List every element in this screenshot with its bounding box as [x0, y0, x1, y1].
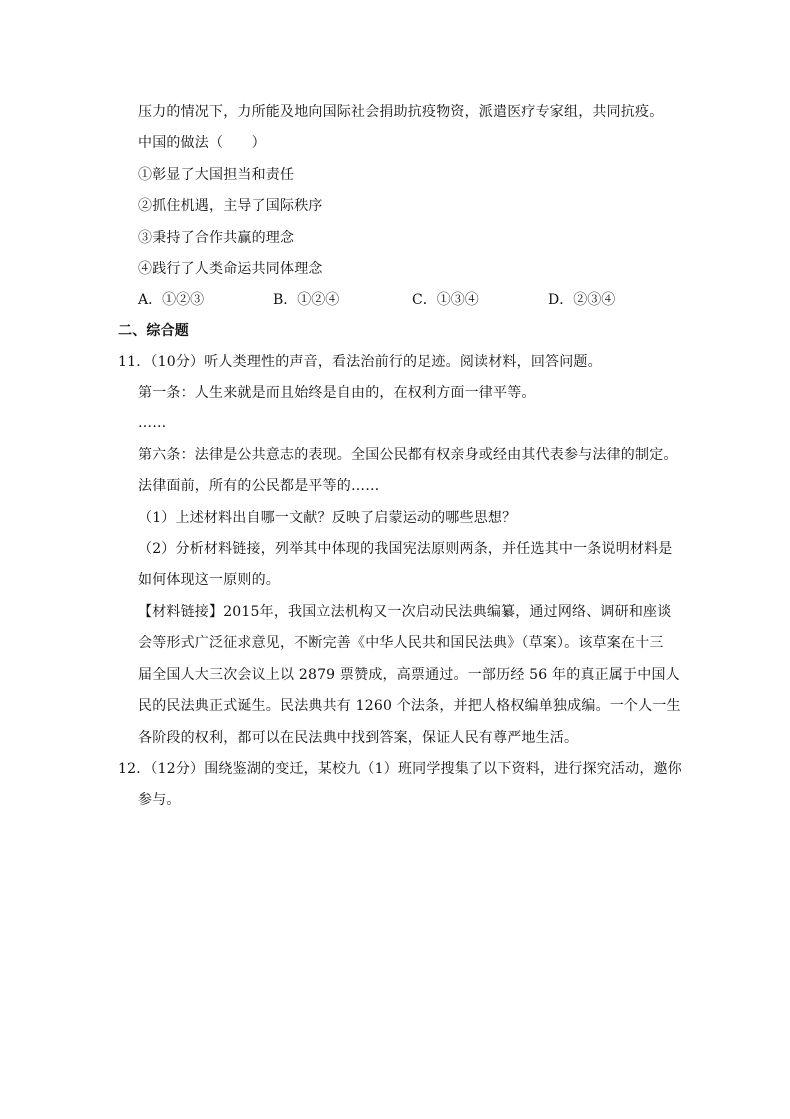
q11-material-link-line-5: 各阶段的权利，都可以在民法典中找到答案，保证人民有尊严地生活。	[138, 730, 579, 746]
q11-material-link-line-1: 【材料链接】2015年，我国立法机构又一次启动民法典编纂，通过网络、调研和座谈	[138, 604, 672, 620]
q10-options	[138, 290, 658, 310]
q10-continuation: 压力的情况下，力所能及地向国际社会捐助抗疫物资，派遣医疗专家组，共同抗疫。	[138, 104, 664, 120]
q11-material-link-line-2: 会等形式广泛征求意见，不断完善《中华人民共和国民法典》（草案）。该草案在十三	[138, 635, 664, 651]
q10-statement-4: ④践行了人类命运共同体理念	[138, 261, 323, 277]
q10-option-b: B．①②④	[273, 292, 340, 308]
q12-line-2: 参与。	[138, 792, 181, 808]
q11-article-1: 第一条：人生来就是而且始终是自由的，在权利方面一律平等。	[138, 385, 536, 401]
q10-option-d: D．②③④	[548, 292, 616, 308]
q11-intro: 11．（10分）听人类理性的声音，看法治前行的足迹。阅读材料，回答问题。	[118, 354, 602, 370]
q10-option-a: A．①②③	[138, 292, 205, 308]
q11-subquestion-1: （1）上述材料出自哪一文献？反映了启蒙运动的哪些思想？	[138, 510, 517, 526]
q10-stem: 中国的做法（ ）	[138, 135, 266, 151]
q11-article-6-line-1: 第六条：法律是公共意志的表现。全国公民都有权亲身或经由其代表参与法律的制定。	[138, 447, 678, 463]
q10-option-c: C．①③④	[412, 292, 479, 308]
q10-statement-3: ③秉持了合作共赢的理念	[138, 230, 295, 246]
q11-subquestion-2-line-1: （2）分析材料链接，列举其中体现的我国宪法原则两条，并任选其中一条说明材料是	[138, 541, 673, 557]
q11-ellipsis: ……	[138, 415, 167, 431]
q11-material-link-line-4: 民的民法典正式诞生。民法典共有 1260 个法条，并把人格权编单独成编。一个人一生	[138, 698, 681, 714]
q12-line-1: 12．（12分）围绕鉴湖的变迁，某校九（1）班同学搜集了以下资料，进行探究活动，邀你	[118, 761, 682, 777]
q11-subquestion-2-line-2: 如何体现这一原则的。	[138, 572, 280, 588]
q11-article-6-line-2: 法律面前，所有的公民都是平等的……	[138, 478, 380, 494]
q10-statement-2: ②抓住机遇，主导了国际秩序	[138, 198, 323, 214]
section-title: 二、综合题	[118, 323, 189, 339]
q10-statement-1: ①彰显了大国担当和责任	[138, 167, 295, 183]
q11-material-link-line-3: 届全国人大三次会议上以 2879 票赞成，高票通过。一部历经 56 年的真正属于中国人	[138, 667, 680, 683]
